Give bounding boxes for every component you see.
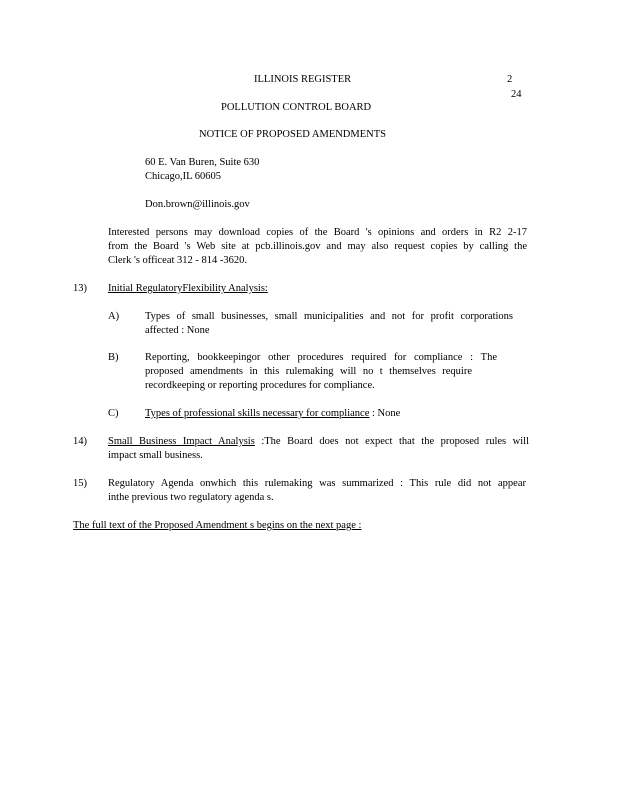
item-13a-letter: A) — [108, 311, 120, 322]
item-13-heading-row — [108, 282, 268, 296]
item-13b-line-2: proposed amendments in this rulemaking will no t themselves require — [145, 366, 472, 377]
item-13c-letter: C) — [108, 408, 119, 419]
item-15-line-1: Regulatory Agenda onwhich this rulemaking was summarized : This rule did not appear — [108, 478, 526, 489]
item-14-line-2: impact small business. — [108, 450, 203, 461]
page-number-top: 2 — [507, 74, 513, 85]
intro-line-3: Clerk 's officeat 312 - 814 -3620. — [108, 255, 248, 266]
item-13b-text — [145, 351, 497, 393]
item-13-number: 13) — [73, 283, 87, 294]
item-13-heading: Initial RegulatoryFlexibility Analysis — [108, 283, 265, 294]
item-13a-line-2: affected : None — [145, 325, 210, 336]
item-14-line-1 — [108, 435, 529, 449]
item-14-heading: Small Business Impact Analysis — [108, 436, 255, 447]
item-13b-letter: B) — [108, 352, 119, 363]
intro-line-2: from the Board 's Web site at pcb.illinois.gov and may also request copies by calling the — [108, 241, 527, 252]
address-line-1: 60 E. Van Buren, Suite 630 — [145, 157, 260, 168]
item-15-line-2: inthe previous two regulatory agenda s. — [108, 492, 274, 503]
item-13a-text — [145, 310, 513, 338]
item-13c-value: : None — [372, 408, 401, 419]
agency-title: POLLUTION CONTROL BOARD — [221, 102, 372, 113]
page-number-bottom: 24 — [511, 89, 522, 100]
item-13b-line-1: Reporting, bookkeepingor other procedures required for compliance : The — [145, 352, 497, 363]
item-13-colon: : — [264, 283, 268, 294]
item-15-text — [108, 477, 526, 505]
contact-email: Don.brown@illinois.gov — [145, 199, 250, 210]
item-14-line-1-rest: :The Board does not expect that the proposed rules will — [261, 436, 529, 447]
address-line-2: Chicago,IL 60605 — [145, 171, 222, 182]
full-text-notice: The full text of the Proposed Amendment s begins on the next page : — [73, 520, 362, 531]
register-title: ILLINOIS REGISTER — [254, 74, 352, 85]
item-15-number: 15) — [73, 478, 87, 489]
intro-line-1: Interested persons may download copies of the Board 's opinions and orders in R2 2-17 — [108, 227, 527, 238]
intro-paragraph — [108, 226, 527, 268]
item-14-number: 14) — [73, 436, 87, 447]
notice-title: NOTICE OF PROPOSED AMENDMENTS — [199, 129, 386, 140]
item-13c-heading: Types of professional skills necessary for compliance — [145, 408, 370, 419]
item-13c-row — [145, 407, 400, 421]
item-14-text — [108, 435, 529, 463]
item-13b-line-3: recordkeeping or reporting procedures for compliance. — [145, 380, 375, 391]
item-13a-line-1: Types of small businesses, small municipalities and not for profit corporations — [145, 311, 513, 322]
